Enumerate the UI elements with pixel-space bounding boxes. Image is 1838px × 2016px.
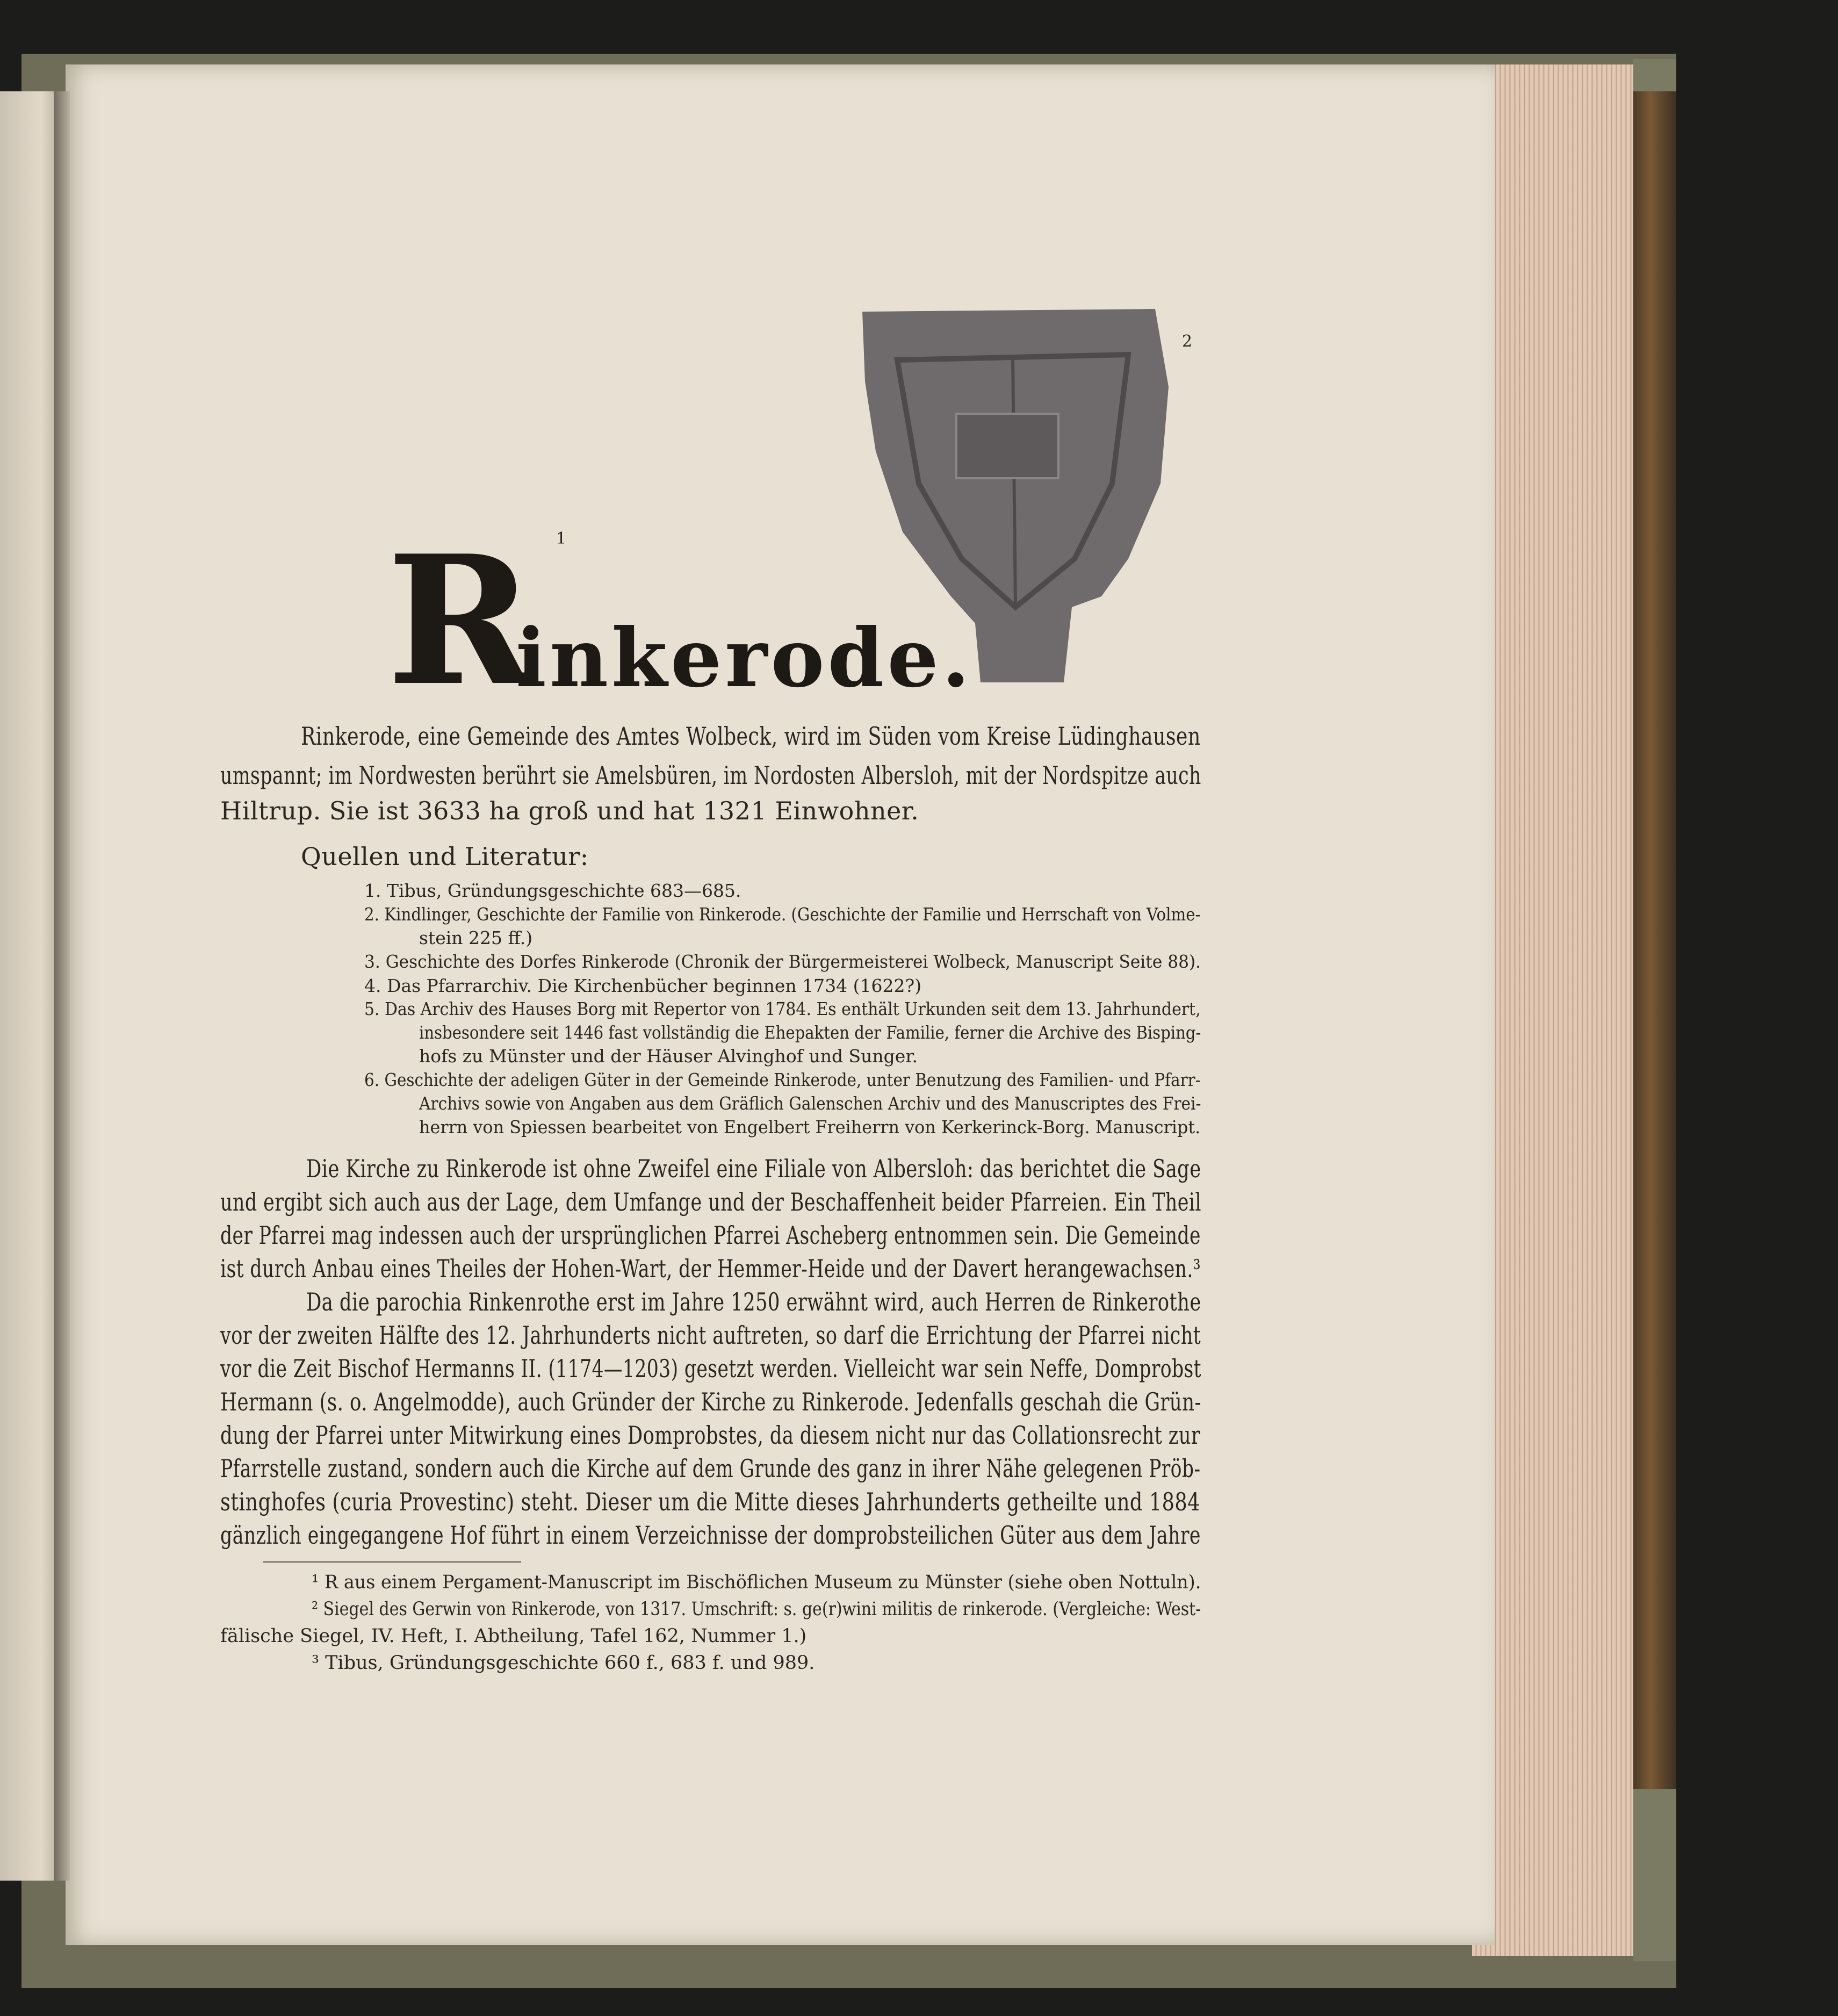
seal-image [860,306,1171,688]
initial-footnote-mark: 1 [556,529,567,548]
seal-castle [956,414,1058,478]
source-item: hofs zu Münster und der Häuser Alvinghof und Sunger. [419,1046,918,1067]
page-title: inkerode. [516,611,974,705]
spine-cloth-bottom [1633,1789,1676,1961]
body-line: und ergibt sich auch aus der Lage, dem Umfange und der Beschaffenheit beider Pfarreien. Ein Theil [220,1187,1201,1216]
book-gutter [54,91,70,1881]
body-line: vor die Zeit Bischof Hermanns II. (1174—1203) gesetzt werden. Vielleicht war sein Neffe, Domprobst [220,1354,1201,1383]
body-line: Da die parochia Rinkenrothe erst im Jahre 1250 erwähnt wird, auch Herren de Rinkerothe [306,1287,1201,1316]
footnote: ² Siegel des Gerwin von Rinkerode, von 1317. Umschrift: s. ge(r)wini militis de rinkerode. (Vergleiche: West- [312,1599,1201,1620]
footnote-rule [263,1561,521,1563]
intro-line: umspannt; im Nordwesten berührt sie Amelsbüren, im Nordosten Albersloh, mit der Nordspitze auch [220,761,1201,790]
page-stack-edge [1472,64,1633,1956]
source-item: 3. Geschichte des Dorfes Rinkerode (Chronik der Bürgermeisterei Wolbeck, Manuscript Seite 88). [364,951,1201,972]
source-item: insbesondere seit 1446 fast vollständig die Ehepakten der Familie, ferner die Archive des Bisping- [419,1022,1201,1043]
source-item: Archivs sowie von Angaben aus dem Gräflich Galenschen Archiv und des Manuscriptes des Frei- [419,1093,1201,1114]
footnote: ³ Tibus, Gründungsgeschichte 660 f., 683 f. und 989. [312,1652,815,1674]
source-item: 2. Kindlinger, Geschichte der Familie von Rinkerode. (Geschichte der Familie und Herrschaft von Volme- [364,904,1201,925]
source-item: stein 225 ff.) [419,927,533,948]
title-initial-letter: R [387,516,535,725]
seal-footnote-mark: 2 [1182,332,1193,351]
body-line: der Pfarrei mag indessen auch der ursprünglichen Pfarrei Ascheberg entnommen sein. Die Gemeinde [220,1221,1201,1250]
footnote: ¹ R aus einem Pergament-Manuscript im Bischöflichen Museum zu Münster (siehe oben Nottuln). [312,1572,1201,1593]
source-item: 4. Das Pfarrarchiv. Die Kirchenbücher beginnen 1734 (1622?) [364,975,922,996]
body-line: ist durch Anbau eines Theiles der Hohen-Wart, der Hemmer-Heide und der Davert herangewachsen.³ [220,1254,1201,1283]
footnote: fälische Siegel, IV. Heft, I. Abtheilung, Tafel 162, Nummer 1.) [220,1625,807,1647]
body-line: stinghofes (curia Provestinc) steht. Dieser um die Mitte dieses Jahrhunderts getheilte und 1884 [220,1487,1200,1516]
source-item: herrn von Spiessen bearbeitet von Engelbert Freiherrn von Kerkerinck-Borg. Manuscript. [419,1117,1201,1137]
body-line: gänzlich eingegangene Hof führt in einem Verzeichnisse der domprobsteilichen Güter aus dem Jahre [220,1521,1201,1550]
intro-line: Hiltrup. Sie ist 3633 ha groß und hat 1321 Einwohner. [220,796,919,825]
body-line: Pfarrstelle zustand, sondern auch die Kirche auf dem Grunde des ganz in ihrer Nähe gelegenen Pröb- [220,1454,1201,1483]
book-spine [1633,91,1676,1961]
intro-line: Rinkerode, eine Gemeinde des Amtes Wolbeck, wird im Süden vom Kreise Lüdinghausen [301,722,1201,751]
body-line: dung der Pfarrei unter Mitwirkung eines Domprobstes, da diesem nicht nur das Collationsrecht zur [220,1421,1201,1450]
left-page-edge [0,91,59,1881]
body-line: Die Kirche zu Rinkerode ist ohne Zweifel eine Filiale von Albersloh: das berichtet die Sage [306,1154,1201,1183]
sources-heading: Quellen und Literatur: [301,842,589,871]
body-line: Hermann (s. o. Angelmodde), auch Gründer der Kirche zu Rinkerode. Jedenfalls geschah die Grün- [220,1387,1201,1416]
body-line: vor der zweiten Hälfte des 12. Jahrhunderts nicht auftreten, so darf die Errichtung der Pfarrei nicht [220,1321,1201,1350]
source-item: 6. Geschichte der adeligen Güter in der Gemeinde Rinkerode, unter Benutzung des Familien- und Pfarr- [364,1069,1201,1090]
source-item: 1. Tibus, Gründungsgeschichte 683—685. [364,880,741,901]
source-item: 5. Das Archiv des Hauses Borg mit Repertor von 1784. Es enthält Urkunden seit dem 13. Jahrhundert, [364,998,1201,1019]
